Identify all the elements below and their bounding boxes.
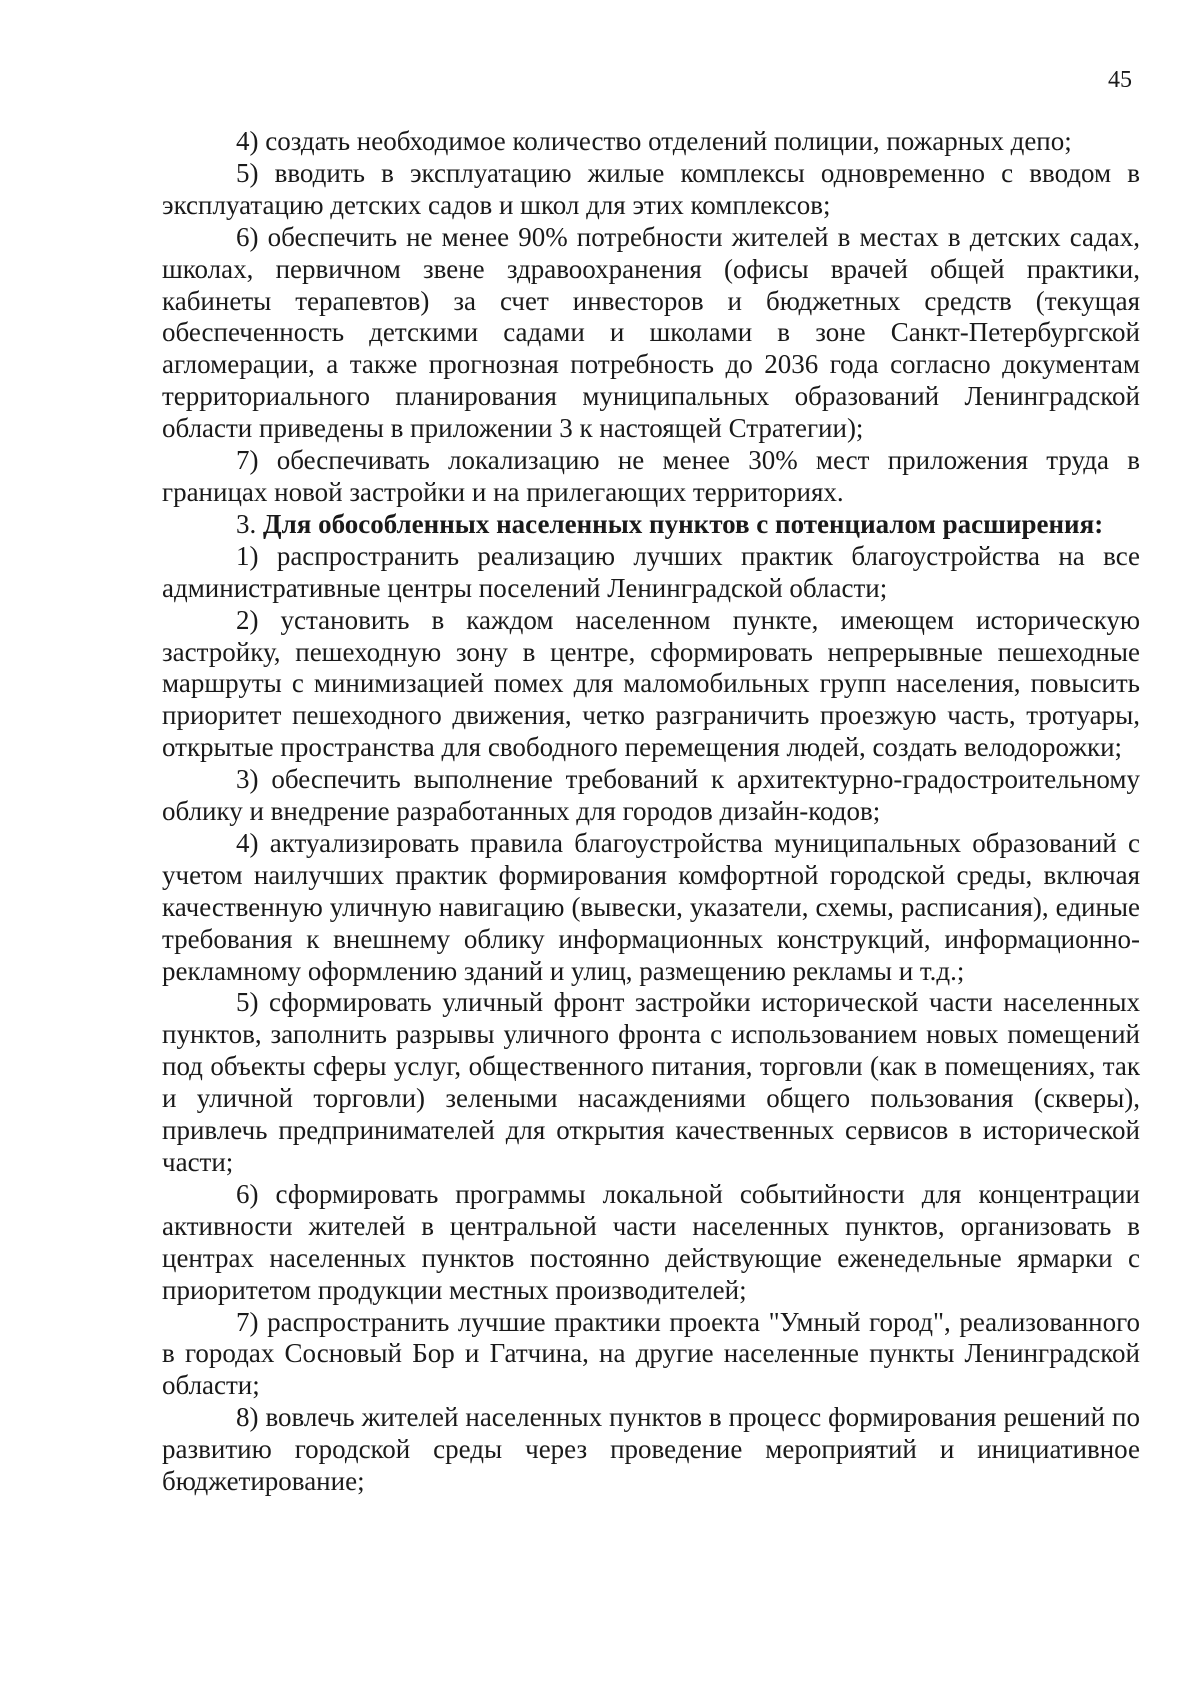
list-item: 5) сформировать уличный фронт застройки исторической части населенных пунктов, заполнить разрывы уличного фронта с использованием новых помещений под объекты сферы услуг, общественного питания, торговли (как в помещениях, так и уличной торговли) зелеными насаждениями общего пользования (скверы), привлечь предпринимателей для открытия качественных сервисов в исторической части; bbox=[162, 987, 1140, 1177]
list-item: 6) сформировать программы локальной событийности для концентрации активности жителей в центральной части населенных пунктов, организовать в центрах населенных пунктов постоянно действующие еженедельные ярмарки с приоритетом продукции местных производителей; bbox=[162, 1178, 1140, 1305]
list-item: 3) обеспечить выполнение требований к архитектурно-градостроительному облику и внедрение разработанных для городов дизайн-кодов; bbox=[162, 764, 1140, 827]
list-item: 7) распространить лучшие практики проекта "Умный город", реализованного в городах Сосновый Бор и Гатчина, на другие населенные пункты Ленинградской области; bbox=[162, 1306, 1140, 1401]
list-item: 1) распространить реализацию лучших практик благоустройства на все административные центры поселений Ленинградской области; bbox=[162, 540, 1140, 603]
document-body bbox=[162, 126, 1140, 1498]
list-item: 5) вводить в эксплуатацию жилые комплексы одновременно с вводом в эксплуатацию детских садов и школ для этих комплексов; bbox=[162, 157, 1140, 220]
list-item: 7) обеспечивать локализацию не менее 30% мест приложения труда в границах новой застройки и на прилегающих территориях. bbox=[162, 445, 1140, 507]
page-number: 45 bbox=[1108, 67, 1132, 93]
list-item: 4) актуализировать правила благоустройства муниципальных образований с учетом наилучших практик формирования комфортной городской среды, включая качественную уличную навигацию (вывески, указатели, схемы, расписания), единые требования к внешнему облику информационных конструкций, информационно-рекламному оформлению зданий и улиц, размещению рекламы и т.д.; bbox=[162, 827, 1140, 986]
list-item: 4) создать необходимое количество отделений полиции, пожарных депо; bbox=[236, 126, 1072, 156]
section-number: 3. bbox=[236, 508, 257, 539]
section-title: Для обособленных населенных пунктов с потенциалом расширения: bbox=[263, 508, 1104, 539]
list-item: 8) вовлечь жителей населенных пунктов в процесс формирования решений по развитию городской среды через проведение мероприятий и инициативное бюджетирование; bbox=[162, 1402, 1140, 1497]
list-item: 2) установить в каждом населенном пункте, имеющем историческую застройку, пешеходную зону в центре, сформировать непрерывные пешеходные маршруты с минимизацией помех для маломобильных групп населения, повысить приоритет пешеходного движения, четко разграничить проезжую часть, тротуары, открытые пространства для свободного перемещения людей, создать велодорожки; bbox=[162, 604, 1140, 763]
section-heading bbox=[162, 509, 1140, 541]
list-item: 6) обеспечить не менее 90% потребности жителей в местах в детских садах, школах, первичном звене здравоохранения (офисы врачей общей практики, кабинеты терапевтов) за счет инвесторов и бюджетных средств (текущая обеспеченность детскими садами и школами в зоне Санкт-Петербургской агломерации, а также прогнозная потребность до 2036 года согласно документам территориального планирования муниципальных образований Ленинградской области приведены в приложении 3 к настоящей Стратегии); bbox=[162, 221, 1140, 444]
